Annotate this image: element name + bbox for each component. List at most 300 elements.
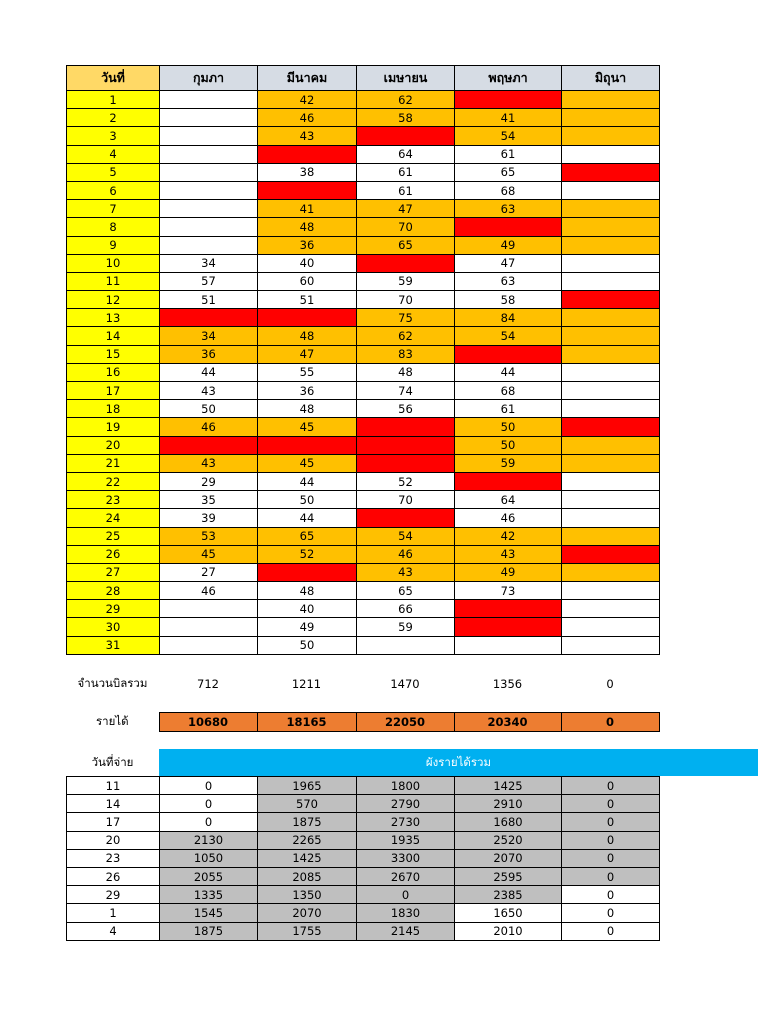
payout-cell[interactable]: 2790 [357,795,455,813]
table-row [67,200,660,218]
bill-count-cell[interactable] [562,454,660,472]
total-bills-cell[interactable]: 1470 [390,677,420,691]
bill-count-cell[interactable]: 40 [258,600,357,618]
payout-table [66,776,660,941]
revenue-pool-title[interactable]: ผังรายได้รวม [159,749,758,776]
day-cell[interactable]: 19 [67,418,160,436]
bill-count-cell[interactable]: 55 [258,363,357,381]
bill-count-cell[interactable] [562,309,660,327]
day-cell[interactable]: 18 [67,400,160,418]
payout-cell[interactable]: 0 [562,904,660,922]
payout-cell[interactable]: 0 [562,795,660,813]
payout-cell[interactable]: 2520 [455,831,562,849]
bill-count-cell[interactable]: 70 [357,291,455,309]
bill-count-cell[interactable] [160,127,258,145]
payout-cell[interactable]: 1050 [160,849,258,867]
bill-count-cell[interactable]: 50 [258,636,357,654]
bill-count-cell[interactable]: 44 [258,509,357,527]
day-cell[interactable]: 6 [67,181,160,199]
bill-count-cell[interactable]: 59 [357,272,455,290]
bill-count-cell[interactable]: 47 [258,345,357,363]
bill-count-cell[interactable] [258,563,357,581]
bill-count-cell[interactable] [160,91,258,109]
bill-count-cell[interactable] [160,145,258,163]
payout-cell[interactable]: 3300 [357,849,455,867]
bill-count-cell[interactable]: 62 [357,327,455,345]
bill-count-cell[interactable]: 43 [357,563,455,581]
bill-count-cell[interactable]: 49 [258,618,357,636]
bill-count-cell[interactable] [562,254,660,272]
bill-count-cell[interactable] [160,600,258,618]
bill-count-cell[interactable]: 42 [258,91,357,109]
bill-count-cell[interactable]: 46 [258,109,357,127]
bill-count-cell[interactable]: 35 [160,491,258,509]
bill-count-cell[interactable] [562,400,660,418]
payout-cell[interactable]: 2085 [258,867,357,885]
bill-count-cell[interactable] [357,418,455,436]
bill-count-cell[interactable] [562,163,660,181]
payout-cell[interactable]: 0 [562,777,660,795]
bill-count-cell[interactable]: 56 [357,400,455,418]
revenue-cell[interactable]: 22050 [356,713,454,732]
bill-count-cell[interactable] [357,127,455,145]
bill-count-cell[interactable]: 54 [357,527,455,545]
bill-count-cell[interactable]: 59 [357,618,455,636]
pay-day-label[interactable]: วันที่จ่าย [91,755,134,769]
column-header-month[interactable]: พฤษภา [455,66,562,91]
bill-count-cell[interactable]: 47 [357,200,455,218]
payout-cell[interactable]: 1935 [357,831,455,849]
table-row [67,454,660,472]
bill-count-cell[interactable]: 42 [455,527,562,545]
bill-count-cell[interactable]: 43 [258,127,357,145]
day-cell[interactable]: 30 [67,618,160,636]
bill-count-cell[interactable]: 50 [455,418,562,436]
bill-count-cell[interactable]: 46 [160,418,258,436]
bill-count-cell[interactable] [562,636,660,654]
table-row [67,849,660,867]
bill-count-cell[interactable]: 49 [455,236,562,254]
table-row [67,831,660,849]
bill-count-cell[interactable] [258,181,357,199]
bill-count-cell[interactable]: 83 [357,345,455,363]
day-cell[interactable]: 2 [67,109,160,127]
bill-count-cell[interactable]: 54 [455,327,562,345]
bill-count-cell[interactable]: 34 [160,254,258,272]
day-cell[interactable]: 23 [67,491,160,509]
bill-count-cell[interactable]: 58 [455,291,562,309]
bill-count-cell[interactable]: 57 [160,272,258,290]
bill-count-cell[interactable]: 48 [258,218,357,236]
payout-cell[interactable]: 0 [562,831,660,849]
bill-count-cell[interactable]: 41 [455,109,562,127]
table-row [67,600,660,618]
payout-cell[interactable]: 0 [160,795,258,813]
pay-day-cell[interactable]: 29 [67,886,160,904]
table-row [67,418,660,436]
payout-cell[interactable]: 0 [357,886,455,904]
bill-count-cell[interactable] [562,582,660,600]
table-row [67,345,660,363]
bill-count-cell[interactable]: 70 [357,491,455,509]
table-row [67,795,660,813]
bill-count-cell[interactable]: 61 [357,181,455,199]
payout-cell[interactable]: 0 [562,922,660,940]
bill-count-cell[interactable]: 38 [258,163,357,181]
bill-count-cell[interactable]: 64 [455,491,562,509]
bill-count-cell[interactable]: 39 [160,509,258,527]
payout-cell[interactable]: 2055 [160,867,258,885]
column-header-month[interactable]: มิถุนา [562,66,660,91]
daily-bills-table [66,65,660,655]
day-cell[interactable]: 21 [67,454,160,472]
table-row [67,867,660,885]
payout-cell[interactable]: 2385 [455,886,562,904]
totals-label[interactable]: จำนวนบิลรวม [77,676,148,690]
table-row [67,904,660,922]
pay-day-cell[interactable]: 20 [67,831,160,849]
bill-count-cell[interactable]: 65 [357,236,455,254]
table-row [67,163,660,181]
bill-count-cell[interactable] [160,181,258,199]
bill-count-cell[interactable] [562,109,660,127]
table-row [67,400,660,418]
payout-cell[interactable]: 1875 [258,813,357,831]
payout-cell[interactable]: 1830 [357,904,455,922]
bill-count-cell[interactable]: 43 [160,382,258,400]
payout-cell[interactable]: 1755 [258,922,357,940]
bill-count-cell[interactable] [562,509,660,527]
day-cell[interactable]: 4 [67,145,160,163]
bill-count-cell[interactable]: 36 [258,236,357,254]
day-cell[interactable]: 7 [67,200,160,218]
bill-count-cell[interactable]: 44 [160,363,258,381]
bill-count-cell[interactable] [258,145,357,163]
bill-count-cell[interactable] [562,291,660,309]
bill-count-cell[interactable]: 61 [455,400,562,418]
table-row [67,236,660,254]
bill-count-cell[interactable] [562,563,660,581]
payout-cell[interactable]: 0 [562,886,660,904]
bill-count-cell[interactable]: 62 [357,91,455,109]
day-cell[interactable]: 13 [67,309,160,327]
bill-count-cell[interactable]: 60 [258,272,357,290]
pay-day-cell[interactable]: 26 [67,867,160,885]
day-cell[interactable]: 27 [67,563,160,581]
bill-count-cell[interactable]: 65 [455,163,562,181]
total-bills-cell[interactable]: 712 [197,677,219,691]
bill-count-cell[interactable]: 65 [258,527,357,545]
table-row [67,145,660,163]
bill-count-cell[interactable]: 59 [455,454,562,472]
bill-count-cell[interactable]: 45 [258,418,357,436]
revenue-row [66,712,660,732]
payout-cell[interactable]: 1965 [258,777,357,795]
bill-count-cell[interactable]: 65 [357,582,455,600]
bill-count-cell[interactable] [562,200,660,218]
day-cell[interactable]: 31 [67,636,160,654]
bill-count-cell[interactable]: 50 [258,491,357,509]
table-row [67,181,660,199]
revenue-cell[interactable]: 0 [561,713,659,732]
bill-count-cell[interactable] [562,127,660,145]
table-row [67,922,660,940]
bill-count-cell[interactable]: 51 [258,291,357,309]
bill-count-cell[interactable]: 46 [455,509,562,527]
payout-cell[interactable]: 1875 [160,922,258,940]
bill-count-cell[interactable] [357,454,455,472]
table-row [67,509,660,527]
day-cell[interactable]: 15 [67,345,160,363]
bill-count-cell[interactable] [455,636,562,654]
payout-cell[interactable]: 2010 [455,922,562,940]
bill-count-cell[interactable]: 70 [357,218,455,236]
bill-count-cell[interactable] [160,436,258,454]
payout-cell[interactable]: 1545 [160,904,258,922]
bill-count-cell[interactable]: 48 [357,363,455,381]
bill-count-cell[interactable] [562,382,660,400]
bill-count-cell[interactable] [455,472,562,490]
table-row [67,382,660,400]
bill-count-cell[interactable]: 61 [455,145,562,163]
bill-count-cell[interactable]: 48 [258,582,357,600]
pay-day-cell[interactable]: 17 [67,813,160,831]
payout-cell[interactable]: 1650 [455,904,562,922]
table-row [67,886,660,904]
bill-count-cell[interactable]: 58 [357,109,455,127]
bill-count-cell[interactable] [160,200,258,218]
bill-count-cell[interactable] [562,145,660,163]
payout-cell[interactable]: 0 [160,813,258,831]
day-cell[interactable]: 24 [67,509,160,527]
bill-count-cell[interactable] [455,600,562,618]
bill-count-cell[interactable] [160,163,258,181]
bill-count-cell[interactable] [562,418,660,436]
table-row [67,254,660,272]
table-row [67,272,660,290]
day-cell[interactable]: 17 [67,382,160,400]
table-row [67,472,660,490]
day-cell[interactable]: 20 [67,436,160,454]
table-row [67,109,660,127]
pay-day-cell[interactable]: 4 [67,922,160,940]
bill-count-cell[interactable] [562,545,660,563]
total-bills-cell[interactable]: 1211 [291,677,322,691]
bill-count-cell[interactable] [357,254,455,272]
table-row [67,636,660,654]
bill-count-cell[interactable]: 43 [455,545,562,563]
bill-count-cell[interactable]: 44 [258,472,357,490]
bill-count-cell[interactable]: 40 [258,254,357,272]
bill-count-cell[interactable]: 41 [258,200,357,218]
bill-count-cell[interactable] [160,218,258,236]
bill-count-cell[interactable]: 29 [160,472,258,490]
payout-cell[interactable]: 2265 [258,831,357,849]
bill-count-cell[interactable]: 49 [455,563,562,581]
table-row [67,813,660,831]
bill-count-cell[interactable]: 63 [455,272,562,290]
table-row [67,618,660,636]
bill-count-cell[interactable] [562,527,660,545]
payout-cell[interactable]: 2670 [357,867,455,885]
table-row [67,327,660,345]
day-cell[interactable]: 8 [67,218,160,236]
bill-count-cell[interactable] [258,436,357,454]
bill-count-cell[interactable] [562,272,660,290]
bill-count-cell[interactable]: 73 [455,582,562,600]
revenue-label[interactable]: รายได้ [95,714,129,728]
day-cell[interactable]: 3 [67,127,160,145]
table-row [67,527,660,545]
bill-count-cell[interactable] [160,109,258,127]
bill-count-cell[interactable] [455,345,562,363]
payout-cell[interactable]: 2145 [357,922,455,940]
day-cell[interactable]: 14 [67,327,160,345]
bill-count-cell[interactable] [562,327,660,345]
bill-count-cell[interactable]: 84 [455,309,562,327]
payout-cell[interactable]: 1425 [258,849,357,867]
bill-count-cell[interactable]: 34 [160,327,258,345]
table-row [67,563,660,581]
table-row [67,777,660,795]
bill-count-cell[interactable]: 48 [258,400,357,418]
bill-count-cell[interactable]: 43 [160,454,258,472]
bill-count-cell[interactable]: 46 [357,545,455,563]
day-cell[interactable]: 1 [67,91,160,109]
bill-count-cell[interactable]: 50 [455,436,562,454]
bill-count-cell[interactable]: 47 [455,254,562,272]
table-row [67,291,660,309]
bill-count-cell[interactable] [258,309,357,327]
payout-cell[interactable]: 1335 [160,886,258,904]
bill-count-cell[interactable]: 64 [357,145,455,163]
bill-count-cell[interactable]: 45 [160,545,258,563]
day-cell[interactable]: 10 [67,254,160,272]
day-cell[interactable]: 22 [67,472,160,490]
day-cell[interactable]: 9 [67,236,160,254]
table-row [67,309,660,327]
payout-cell[interactable]: 0 [562,813,660,831]
payout-cell[interactable]: 1350 [258,886,357,904]
bill-count-cell[interactable] [562,181,660,199]
table-row [67,491,660,509]
bill-count-cell[interactable] [357,636,455,654]
payout-cell[interactable]: 0 [160,777,258,795]
bill-count-cell[interactable]: 46 [160,582,258,600]
revenue-cell[interactable]: 10680 [159,713,257,732]
bill-count-cell[interactable]: 53 [160,527,258,545]
payout-cell[interactable]: 0 [562,867,660,885]
column-header-month[interactable]: เมษายน [357,66,455,91]
bill-count-cell[interactable] [562,436,660,454]
bill-count-cell[interactable]: 48 [258,327,357,345]
revenue-cell[interactable]: 18165 [257,713,356,732]
bill-count-cell[interactable] [562,363,660,381]
bill-count-cell[interactable] [357,436,455,454]
table-row [67,545,660,563]
table-row [67,582,660,600]
day-cell[interactable]: 12 [67,291,160,309]
bill-count-cell[interactable]: 66 [357,600,455,618]
payout-cell[interactable]: 2730 [357,813,455,831]
bill-count-cell[interactable]: 75 [357,309,455,327]
pay-day-cell[interactable]: 23 [67,849,160,867]
bill-count-cell[interactable]: 27 [160,563,258,581]
day-cell[interactable]: 5 [67,163,160,181]
payout-cell[interactable]: 2910 [455,795,562,813]
pay-day-cell[interactable]: 1 [67,904,160,922]
bill-count-cell[interactable]: 51 [160,291,258,309]
total-bills-cell[interactable]: 1356 [492,677,523,691]
bill-count-cell[interactable]: 61 [357,163,455,181]
total-bills-cell[interactable]: 0 [606,677,614,691]
table-row [67,363,660,381]
bill-count-cell[interactable] [455,618,562,636]
bill-count-cell[interactable] [160,236,258,254]
bill-count-cell[interactable]: 36 [258,382,357,400]
day-cell[interactable]: 11 [67,272,160,290]
bill-count-cell[interactable]: 68 [455,181,562,199]
payout-cell[interactable]: 1425 [455,777,562,795]
payout-cell[interactable]: 2130 [160,831,258,849]
bill-count-cell[interactable] [455,91,562,109]
bill-count-cell[interactable] [562,491,660,509]
day-cell[interactable]: 29 [67,600,160,618]
payout-cell[interactable]: 1680 [455,813,562,831]
bill-count-cell[interactable]: 54 [455,127,562,145]
revenue-cell[interactable]: 20340 [454,713,561,732]
pay-day-cell[interactable]: 11 [67,777,160,795]
bill-count-cell[interactable] [455,218,562,236]
bill-count-cell[interactable]: 36 [160,345,258,363]
bill-count-cell[interactable] [562,472,660,490]
bill-count-cell[interactable] [160,309,258,327]
bill-count-cell[interactable]: 63 [455,200,562,218]
bill-count-cell[interactable]: 74 [357,382,455,400]
bill-count-cell[interactable]: 52 [258,545,357,563]
column-header-day[interactable]: วันที่ [67,66,160,91]
bill-count-cell[interactable]: 50 [160,400,258,418]
bill-count-cell[interactable]: 52 [357,472,455,490]
bill-count-cell[interactable] [562,345,660,363]
bill-count-cell[interactable] [562,600,660,618]
bill-count-cell[interactable]: 45 [258,454,357,472]
payout-cell[interactable]: 1800 [357,777,455,795]
day-cell[interactable]: 28 [67,582,160,600]
bill-count-cell[interactable] [562,218,660,236]
table-row [67,436,660,454]
bill-count-cell[interactable] [562,236,660,254]
day-cell[interactable]: 25 [67,527,160,545]
payout-cell[interactable]: 0 [562,849,660,867]
pay-day-cell[interactable]: 14 [67,795,160,813]
column-header-month[interactable]: กุมภา [160,66,258,91]
payout-cell[interactable]: 2070 [455,849,562,867]
bill-count-cell[interactable] [160,618,258,636]
bill-count-cell[interactable] [562,618,660,636]
payout-cell[interactable]: 570 [258,795,357,813]
bill-count-cell[interactable] [357,509,455,527]
bill-count-cell[interactable] [160,636,258,654]
payout-cell[interactable]: 2595 [455,867,562,885]
day-cell[interactable]: 16 [67,363,160,381]
day-cell[interactable]: 26 [67,545,160,563]
bill-count-cell[interactable]: 68 [455,382,562,400]
bill-count-cell[interactable] [562,91,660,109]
bill-count-cell[interactable]: 44 [455,363,562,381]
payout-cell[interactable]: 2070 [258,904,357,922]
column-header-month[interactable]: มีนาคม [258,66,357,91]
